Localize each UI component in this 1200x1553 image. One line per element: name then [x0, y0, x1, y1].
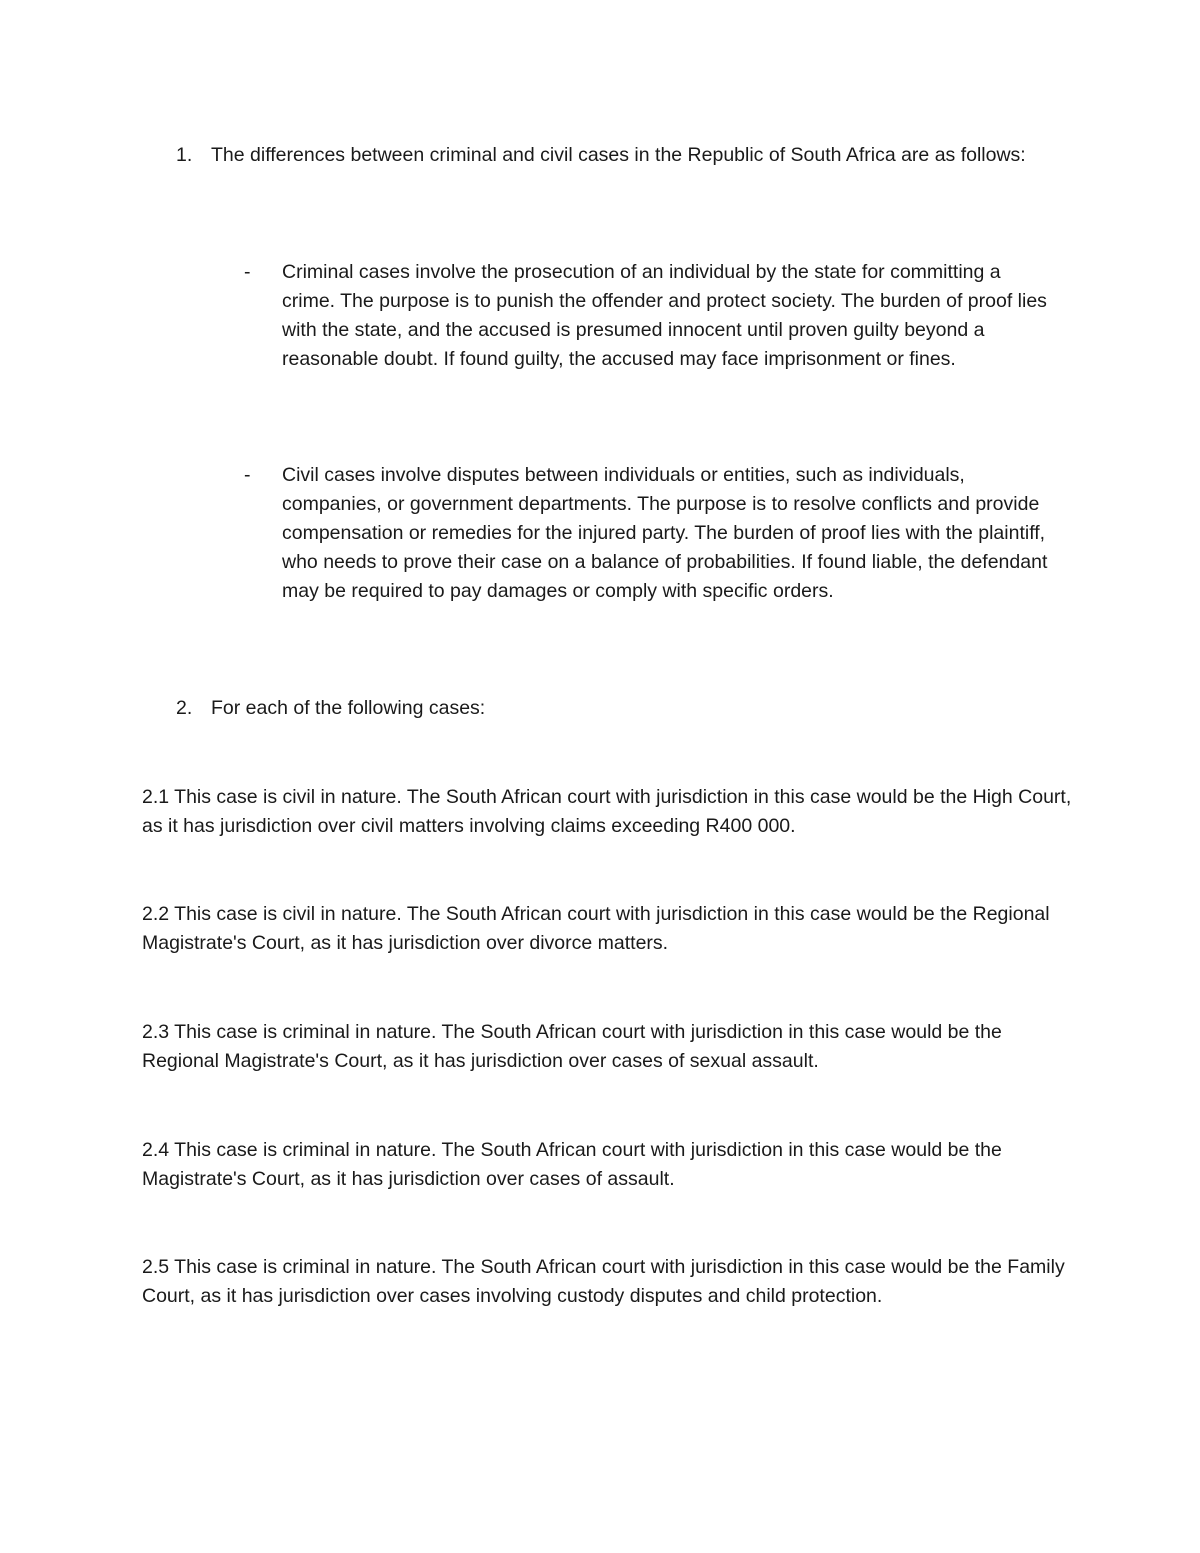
- list-number: 1.: [176, 144, 193, 166]
- case-2-4-paragraph: 2.4 This case is criminal in nature. The South African court with jurisdiction in this case would be the Magistrate's Court, as it has jurisdiction over cases of assault.: [142, 1139, 1002, 1190]
- bullet-dash: -: [244, 261, 251, 283]
- bullet-text: Civil cases involve disputes between individuals or entities, such as individuals, companies, or government departments. The purpose is to resolve conflicts and provide compensation or remedies for the injured party. The burden of proof lies with the plaintiff, who needs to prove their case on a balance of probabilities. If found liable, the defendant may be required to pay damages or comply with specific orders.: [282, 464, 1048, 602]
- case-2-3-paragraph: 2.3 This case is criminal in nature. The South African court with jurisdiction in this case would be the Regional Magistrate's Court, as it has jurisdiction over cases of sexual assault.: [142, 1021, 1002, 1072]
- list-number: 2.: [176, 697, 193, 719]
- bullet-criminal-cases: [244, 258, 1054, 374]
- case-2-2-paragraph: 2.2 This case is civil in nature. The South African court with jurisdiction in this case would be the Regional Magistrate's Court, as it has jurisdiction over divorce matters.: [142, 903, 1050, 954]
- list-item-text: The differences between criminal and civil cases in the Republic of South Africa are as follows:: [211, 144, 1026, 166]
- bullet-civil-cases: [244, 461, 1054, 606]
- list-item-text: For each of the following cases:: [211, 697, 486, 719]
- bullet-text: Criminal cases involve the prosecution of an individual by the state for committing a crime. The purpose is to punish the offender and protect society. The burden of proof lies with the state, and the accused is presumed innocent until proven guilty beyond a reasonable doubt. If found guilty, the accused may face imprisonment or fines.: [282, 261, 1047, 370]
- case-2-5-paragraph: 2.5 This case is criminal in nature. The South African court with jurisdiction in this case would be the Family Court, as it has jurisdiction over cases involving custody disputes and child protection.: [142, 1256, 1065, 1307]
- bullet-dash: -: [244, 464, 251, 486]
- case-2-1-paragraph: 2.1 This case is civil in nature. The South African court with jurisdiction in this case would be the High Court, as it has jurisdiction over civil matters involving claims exceeding R400 000.: [142, 786, 1072, 837]
- numbered-item-2: [176, 694, 1066, 723]
- numbered-item-1: [176, 141, 1066, 170]
